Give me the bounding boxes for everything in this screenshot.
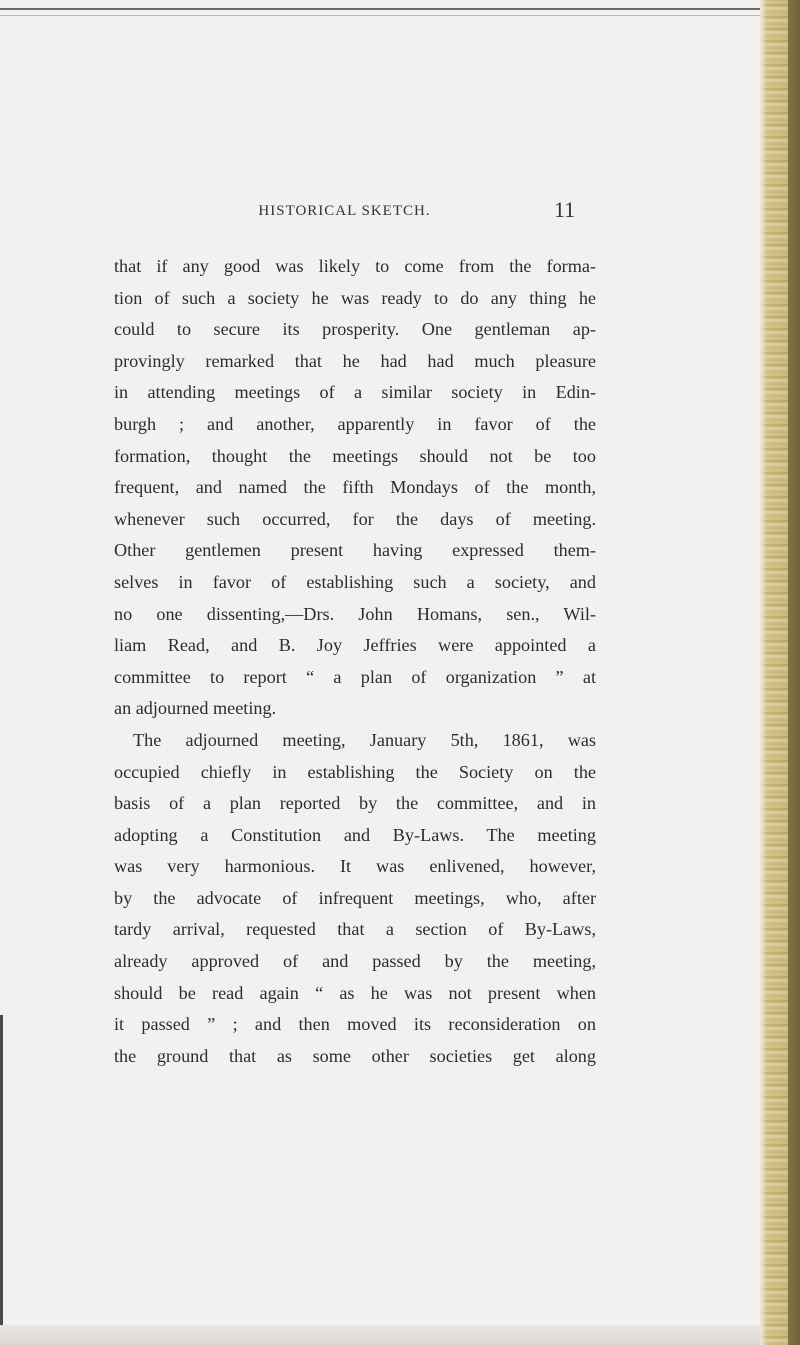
- top-rule-faint: [0, 15, 770, 16]
- text-line: Other gentlemen present having expressed them-: [114, 540, 596, 561]
- page-header: [0, 197, 800, 233]
- text-line: already approved of and passed by the meeting,: [114, 951, 596, 972]
- top-rule: [0, 8, 770, 10]
- text-line: by the advocate of infrequent meetings, who, after: [114, 887, 596, 908]
- text-line: selves in favor of establishing such a society, and: [114, 571, 596, 592]
- text-line: formation, thought the meetings should not be too: [114, 445, 596, 466]
- text-line: it passed ” ; and then moved its reconsideration on: [114, 1014, 596, 1035]
- text-line: could to secure its prosperity. One gentleman ap-: [114, 319, 596, 340]
- bottom-shadow: [0, 1325, 770, 1345]
- text-line: tion of such a society he was ready to do any thing he: [114, 287, 596, 308]
- text-line: an adjourned meeting.: [114, 698, 277, 719]
- text-line: basis of a plan reported by the committee, and in: [114, 793, 596, 814]
- text-line: provingly remarked that he had had much pleasure: [114, 350, 596, 371]
- left-page-edge: [0, 1015, 3, 1345]
- text-line: whenever such occurred, for the days of meeting.: [114, 508, 596, 529]
- text-line: committee to report “ a plan of organization ” at: [114, 666, 596, 687]
- text-line: frequent, and named the fifth Mondays of the month,: [114, 477, 596, 498]
- text-line: no one dissenting,—Drs. John Homans, sen., Wil-: [114, 603, 596, 624]
- text-line: that if any good was likely to come from the forma-: [114, 256, 596, 276]
- running-head: HISTORICAL SKETCH.: [258, 203, 431, 219]
- text-line: The adjourned meeting, January 5th, 1861, was: [133, 729, 596, 750]
- text-line: the ground that as some other societies get along: [114, 1045, 596, 1066]
- text-line: liam Read, and B. Joy Jeffries were appointed a: [114, 635, 596, 656]
- text-line: burgh ; and another, apparently in favor of the: [114, 413, 596, 434]
- page-number: 11: [554, 197, 576, 222]
- text-line: was very harmonious. It was enlivened, however,: [114, 856, 596, 877]
- text-line: in attending meetings of a similar society in Edin-: [114, 382, 596, 403]
- text-line: occupied chiefly in establishing the Society on the: [114, 761, 596, 782]
- text-line: adopting a Constitution and By-Laws. The meeting: [114, 824, 596, 845]
- text-line: tardy arrival, requested that a section of By-Laws,: [114, 919, 596, 940]
- text-line: should be read again “ as he was not present when: [114, 982, 596, 1003]
- page-edge-dark: [788, 0, 800, 1345]
- body-text: [114, 251, 596, 1072]
